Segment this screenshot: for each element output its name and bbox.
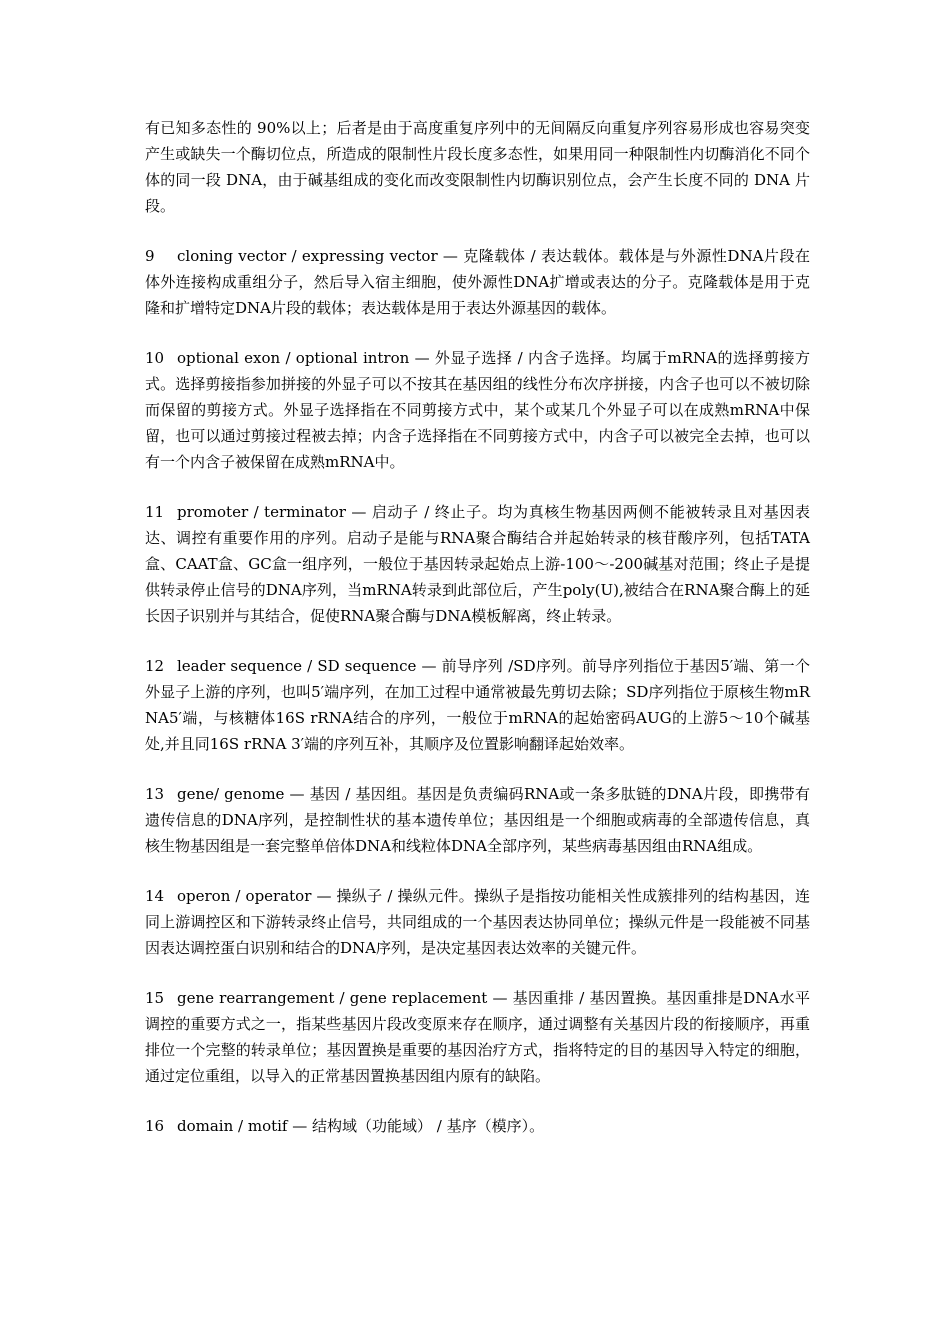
paragraph-text: gene rearrangement / gene replacement — 基因重排 / 基因置换。基因重排是DNA水平调控的重要方式之一，指某些基因片段改变原来存在顺序，通过调整有关基因片段的衔接顺序，再重排位一个完整的转录单位；基因置换是重要的基因治疗方式，指将特定的目的基因导入特定的细胞，通过定位重组，以导入的正常基因置换基因组内原有的缺陷。 [145, 989, 810, 1085]
paragraph-text: cloning vector / expressing vector — 克隆载体 / 表达载体。载体是与外源性DNA片段在体外连接构成重组分子，然后导入宿主细胞，使外源性DNA扩增或表达的分子。克隆载体是用于克隆和扩增特定DNA片段的载体；表达载体是用于表达外源基因的载体。 [145, 247, 810, 317]
paragraph-term-10 [145, 345, 810, 475]
paragraph-number: 9 [145, 247, 155, 265]
paragraph-number: 11 [145, 503, 165, 521]
paragraph-number: 15 [145, 989, 165, 1007]
paragraph-continuation [145, 115, 810, 219]
paragraph-term-12 [145, 653, 810, 757]
paragraph-number: 12 [145, 657, 165, 675]
paragraph-text: gene/ genome — 基因 / 基因组。基因是负责编码RNA或一条多肽链的DNA片段，即携带有遗传信息的DNA序列，是控制性状的基本遗传单位；基因组是一个细胞或病毒的全部遗传信息，真核生物基因组是一套完整单倍体DNA和线粒体DNA全部序列，某些病毒基因组由RNA组成。 [145, 785, 810, 855]
paragraph-text: promoter / terminator — 启动子 / 终止子。均为真核生物基因两侧不能被转录且对基因表达、调控有重要作用的序列。启动子是能与RNA聚合酶结合并起始转录的核苷酸序列，包括TATA盒、CAAT盒、GC盒一组序列，一般位于基因转录起始点上游-100～-200碱基对范围；终止子是提供转录停止信号的DNA序列，当mRNA转录到此部位后，产生poly(U),被结合在RNA聚合酶上的延长因子识别并与其结合，促使RNA聚合酶与DNA模板解离，终止转录。 [145, 503, 810, 625]
paragraph-text: domain / motif — 结构域（功能域） / 基序（模序）。 [177, 1117, 545, 1135]
paragraph-text: operon / operator — 操纵子 / 操纵元件。操纵子是指按功能相关性成簇排列的结构基因，连同上游调控区和下游转录终止信号，共同组成的一个基因表达协同单位；操纵元件是一段能被不同基因表达调控蛋白识别和结合的DNA序列，是决定基因表达效率的关键元件。 [145, 887, 810, 957]
paragraph-number: 14 [145, 887, 165, 905]
paragraph-term-16 [145, 1113, 810, 1139]
paragraph-number: 16 [145, 1117, 165, 1135]
paragraph-term-14 [145, 883, 810, 961]
paragraph-term-15 [145, 985, 810, 1089]
paragraph-text: optional exon / optional intron — 外显子选择 / 内含子选择。均属于mRNA的选择剪接方式。选择剪接指参加拼接的外显子可以不按其在基因组的线性分布次序拼接，内含子也可以不被切除而保留的剪接方式。外显子选择指在不同剪接方式中，某个或某几个外显子可以在成熟mRNA中保留，也可以通过剪接过程被去掉；内含子选择指在不同剪接方式中，内含子可以被完全去掉，也可以有一个内含子被保留在成熟mRNA中。 [145, 349, 810, 471]
paragraph-number: 10 [145, 349, 165, 367]
paragraph-term-13 [145, 781, 810, 859]
document-body [145, 115, 810, 1139]
paragraph-text: leader sequence / SD sequence — 前导序列 /SD序列。前导序列指位于基因5′端、第一个外显子上游的序列，也叫5′端序列，在加工过程中通常被最先剪切去除；SD序列指位于原核生物mRNA5′端，与核糖体16S rRNA结合的序列，一般位于mRNA的起始密码AUG的上游5～10个碱基处,并且同16S rRNA 3′端的序列互补，其顺序及位置影响翻译起始效率。 [145, 657, 810, 753]
paragraph-term-9 [145, 243, 810, 321]
paragraph-number: 13 [145, 785, 165, 803]
paragraph-text: 有已知多态性的 90%以上；后者是由于高度重复序列中的无间隔反向重复序列容易形成也容易突变产生或缺失一个酶切位点，所造成的限制性片段长度多态性，如果用同一种限制性内切酶消化不同个体的同一段 DNA，由于碱基组成的变化而改变限制性内切酶识别位点，会产生长度不同的 DNA 片段。 [145, 119, 810, 215]
paragraph-term-11 [145, 499, 810, 629]
